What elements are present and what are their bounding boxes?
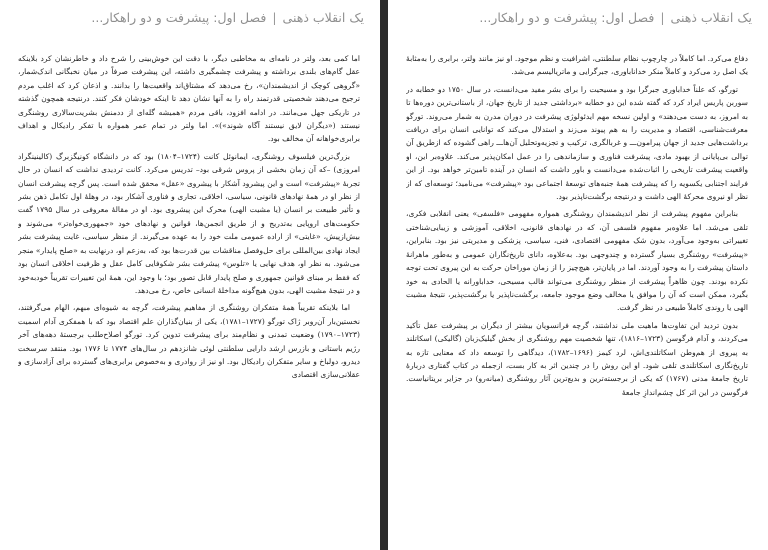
book-title: یک انقلاب ذهنی xyxy=(670,10,752,25)
paragraph: بزرگ‌ترین فیلسوف روشنگری، ایمانوئل کانت (۱۷۲۴–۱۸۰۴) بود که در دانشگاه کونیگزبرگ (کالینینگراد امروزی) –که آن زمان بخشی از پروس شرقی بود– تدریس می‌کرد. کانت تردیدی نداشت که انسان در حال تجربهٔ «پیشرفت» است و این پیشرود آشکار با پیشروی «عقل» محقق شده است. پس گرچه پیشرفت انسان از نظر او در همهٔ نهادهای قانونی، سیاسی، اخلاقی، تجاری و فناوری آشکار بود، در وهلهٔ اول تکامل ذهن بشر و تأثیر طبیعت بر انسان (یا مشیت الهی) محرک این پیشروی بود. او در مقالهٔ معروفی در سال ۱۷۹۵ گفت حکومت‌های اروپایی به‌تدریج و از طریق انجمن‌ها، قوانین و نهادهای خود «جمهوری‌خواه‌تر» می‌شوند و بیش‌ازپیش، «غایتی» از اراده عمومی ملت خود را به عهده می‌گیرند. از منظر سیاسی، غایت پیشرفت بشر ایجاد نهادی بین‌المللی برای حل‌وفصل مناقشات بین قدرت‌ها بود که، به‌زعم او، درنهایت به «صلح پایدار» منجر می‌شود. به نظر او، هدف نهایی یا «تلوس» پیشرفت بشر شکوفایی کامل عقل و ظرفیت اخلاقی انسان بود که فقط بر مبنای قوانین جمهوری و صلح پایدار قابل تصور بود؛ با وجود این، همهٔ این تغییرات تقریباً خودبه‌خود و در نتیجهٔ مشیت الهی، بدون هیچ‌گونه مداخلهٔ انسانی خاص، رخ می‌دهد. xyxy=(18,151,360,295)
paragraph: اما بلاینکه تقریباً همهٔ متفکران روشنگری از مفاهیم پیشرفت، گرچه به شیوه‌ای مبهم، الهام می‌گرفتند، نخستین‌بار آن‌روبر ژاک تورگو (۱۷۲۷–۱۷۸۱)، یکی از بنیان‌گذاران علم اقتصاد بود که با همفکری آدام اسمیت (۱۷۲۳–۱۷۹۰) وضعیت تمدنی و نظام‌مند برای پیشرفت تدوین کرد. تورگو اصلاح‌طلب برجستهٔ دهه‌های آخر رژیم باستانی و بازرس ارشد دارایی سلطنتی لوئی شانزدهم در سال‌های ۱۷۷۴ تا ۱۷۷۶ بود. منتقد سرسخت دیدرو، دولباخ و سایر متفکران رادیکال بود. او نیز از روادری و به‌خصوص برابری‌های گسترده برای آزادسازی و عقلانی‌سازی اقتصادی xyxy=(18,303,360,380)
header-separator: | xyxy=(272,10,277,25)
page-gutter xyxy=(380,0,388,550)
header-separator: | xyxy=(660,10,665,25)
paragraph: تورگو، که علناً خداباوری جبرگرا بود و مسیحیت را برای بشر مفید می‌دانست، در سال ۱۷۵۰ دو خطابه در سوربن پاریس ایراد کرد که گفته شده این دو خطابه «برداشتی جدید از تاریخ جهان، از باستانی‌ترین دوره‌ها تا به امروز، به دست می‌دهند» و اولین نسخه مهم ایدئولوژی پیشرفت در دوران مدرن به شمار می‌روند. تورگو معرفت‌شناسی، اقتصاد و مدیریت را به هم پیوند می‌زند و استدلال می‌کند که توانایی انسان برای دریافت برداشت‌هایی جدید از جهان پیرامون‌ـــ و غربالگری، ترکیب و تجزیه‌وتحلیل آن‌هاـــ راهی گشوده که ازطریق آن توالی بی‌پایانی از بهبود مادی، پیشرفت فناوری و سازماندهی را در عمل امکان‌پذیر می‌کند. علاوه‌بر این، او واقعیت پیشرفت تاریخی را اثبات‌شده می‌دانست و باور داشت که انسان در آینده تامین‌تر خواهد بود. از این فرایند اجتنابی یکسویه را که پیشرفت همهٔ جنبه‌های توسعهٔ اجتماعی بود «پیشرفت» می‌نامید؛ توسعه‌ای که از نظر او نیروی محرکهٔ الهی داشت و درنتیجه برگشت‌ناپذیر بود. xyxy=(406,84,748,202)
page-body xyxy=(406,52,748,544)
running-header xyxy=(404,10,752,25)
chapter-title: فصل اول: پیشرفت و دو راهکار... xyxy=(479,10,655,25)
left-page xyxy=(0,0,380,550)
chapter-title: فصل اول: پیشرفت و دو راهکار... xyxy=(91,10,267,25)
paragraph: بدون تردید این تفاوت‌ها ماهیت ملی نداشتند، گرچه فرانسویان بیشتر از دیگران بر پیشرفت عقل تأکید می‌کردند، و آدام فرگوسن (۱۷۲۳–۱۸۱۶)، تنها شخصیت مهم روشنگری از بخش گیلیک‌زبان (گالیکی) اسکاتلند به پیروی از هم‌وطن اسکاتلندی‌اش، لرد کیمز (۱۶۹۶–۱۷۸۲)، دیدگاهی را توسعه داد که معنایی تازه به تاریخ‌نگاری اسکاتلندی تلقی شود. او این روش را در چندین اثر به کار بست، ازجمله در کتاب گفتاری دربارهٔ تاریخ جامعهٔ مدنی (۱۷۶۷) که یکی از برجسته‌ترین و بدیع‌ترین آثار روشنگری (میانه‌رو) در جزایر بریتانیاست. فرگوسن در این اثر کل چشم‌اندازِ جامعهٔ xyxy=(406,320,748,397)
paragraph: دفاع می‌کرد. اما کاملاً در چارچوب نظام سلطنتی، اشرافیت و نظم موجود. او نیز مانند ولتر، برابری را به‌مثابهٔ یک اصل رد می‌کرد و کاملاً منکر خداناباوری، جبرگرایی و ماتریالیسم می‌شد. xyxy=(406,54,748,77)
right-page xyxy=(388,0,768,550)
book-title: یک انقلاب ذهنی xyxy=(282,10,364,25)
paragraph: اما کمی بعد، ولتر در نامه‌ای به مخاطبی دیگر، با دقت این خوش‌بینی را شرح داد و خاطرنشان کرد بلاینکه عقل گام‌های بلندی برداشته و پیشرفت چشمگیری داشته، این پیشرفت صرفاً در میان نخبگانی اندک‌شمار، «گروهی کوچک از اندیشمندان»، رخ می‌دهد که مشتاق‌اند واقعیت‌ها را بدانند. و اذعان کرد که اغلب مردم ترجیح می‌دهند شخصیتی قدرتمند راه را به آنها نشان دهد تا اینکه خودشان فکر کنند. درنتیجه همچون گذشته در تاریکی جهل می‌مانند. در ادامه افزود، باقی مردم «همیشه گله‌ای از ددمنش بشریت‌سالاری روشنگری نیستند («دیگران لایق نیستند آگاه شوند»)». اما ولتر در تمام عمر همواره با تفکر رادیکال و اهداف برابری‌خواهانه آن مخالف بود. xyxy=(18,54,360,144)
paragraph: بنابراین مفهوم پیشرفت از نظر اندیشمندان روشنگری همواره مفهومی «فلسفی» یعنی انقلابی فکری، تلقی می‌شد. اما علاوه‌بر مفهوم فلسفی آن، که در نهادهای قانونی، اخلاقی، آموزشی و زیبایی‌شناختی تغییراتی به‌وجود می‌آورد، بدون شک مفهومی اقتصادی، فنی، سیاسی، پزشکی و مدیریتی نیز بود. بنابراین، «پیشرفت» روشنگری بسیار گسترده و چندوجهی بود. به‌علاوه، دانای تاریخ‌نگاران عمومی و به‌طور ماهرانهٔ داستان پیشرفت را به وجود آوردند. اما در پایان‌تر، هیچ‌چیز را از زمان موراخان حرکت به این پیروی تحت توجه نکرده بودند. چون ظاهراً پیشرفت از منظر روشنگری می‌تواند قالب مسیحی، خداباورانه یا الحادی به خود بگیرد، ممکن است که آن را موافق یا مخالف وضع موجود جامعه، برگشت‌ناپذیر یا برگشت‌پذیر، نتیجهٔ مشیت الهی یا روندی کاملاً طبیعی در نظر گرفت. xyxy=(406,209,748,313)
running-header xyxy=(16,10,364,25)
page-body xyxy=(18,52,360,544)
